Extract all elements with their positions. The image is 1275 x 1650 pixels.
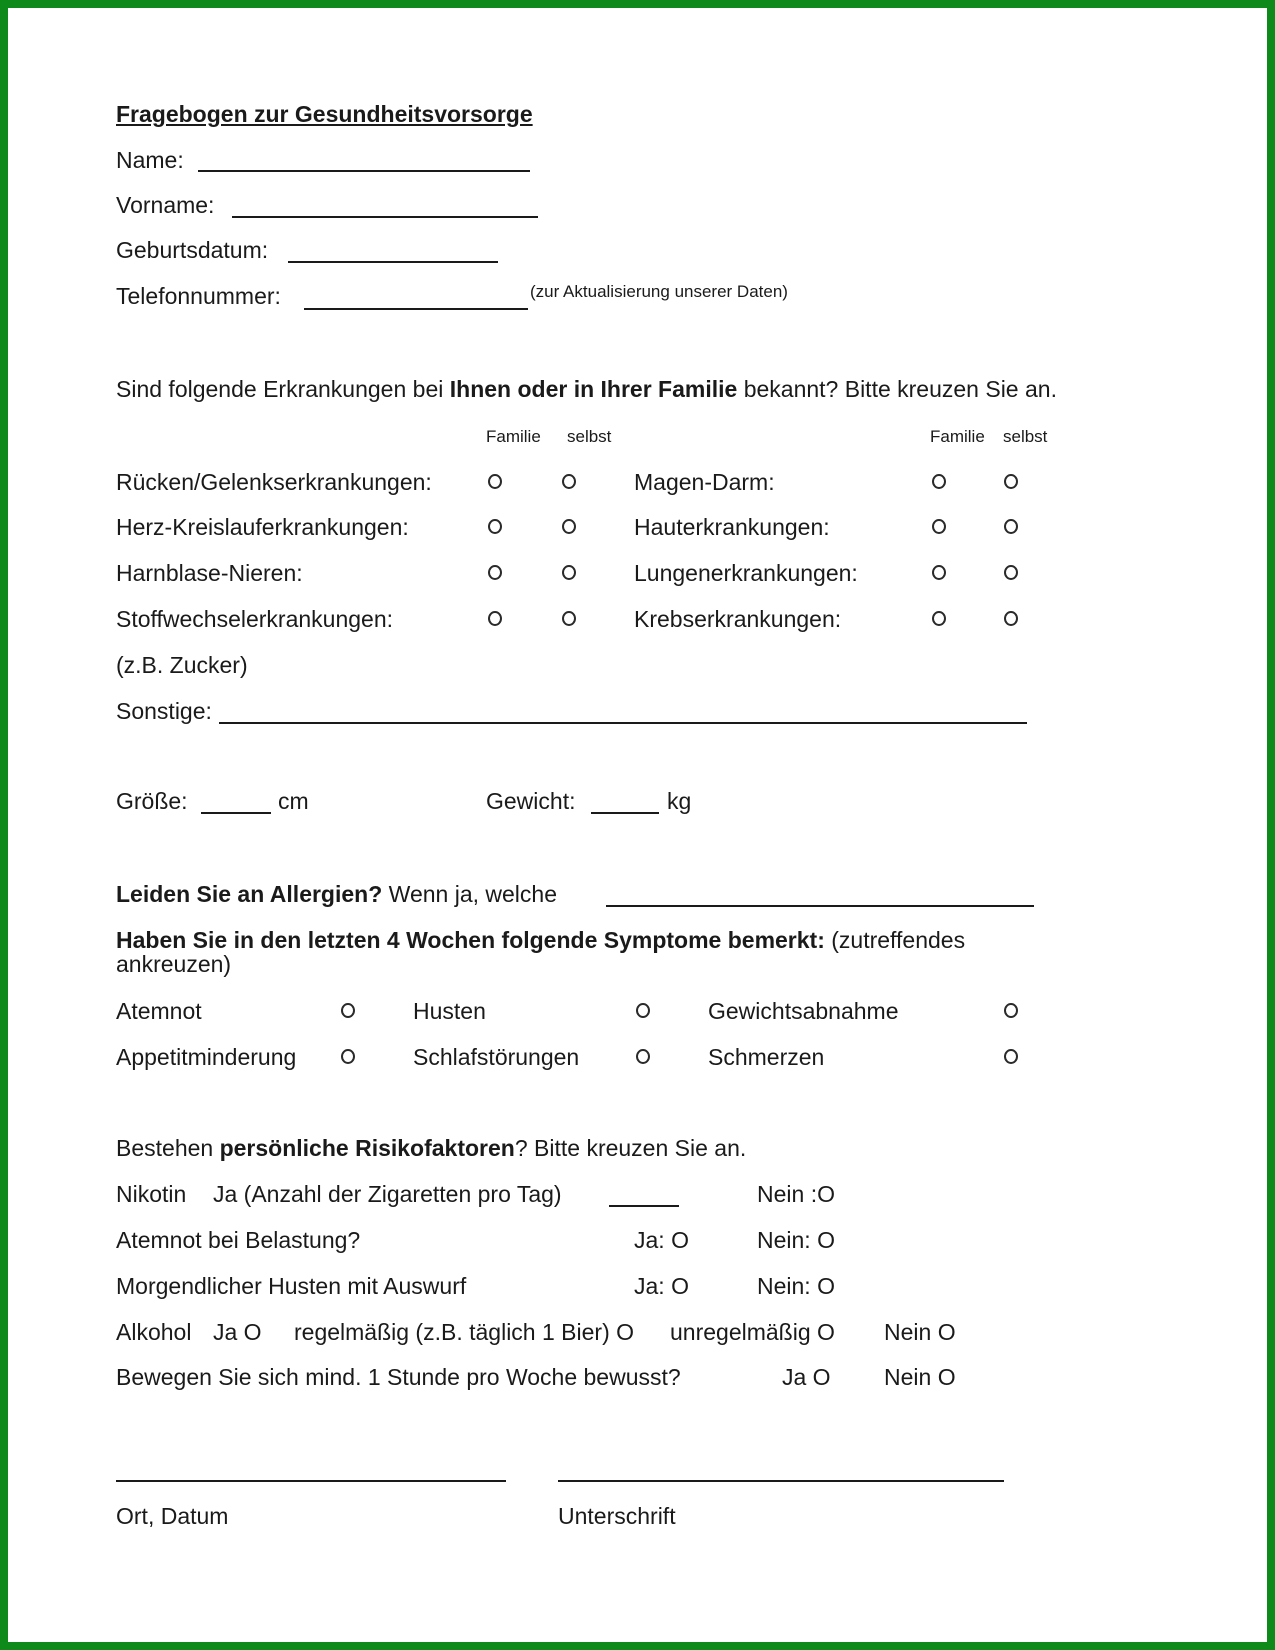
gewicht-label: Gewicht: xyxy=(486,788,576,814)
disease-haut-selbst-checkbox[interactable] xyxy=(1004,519,1018,534)
disease-ruecken-familie-checkbox[interactable] xyxy=(488,474,502,489)
disease-krebs-familie-checkbox[interactable] xyxy=(932,611,946,626)
alkohol-label: Alkohol xyxy=(116,1319,192,1345)
symptom-atemnot-checkbox[interactable] xyxy=(341,1003,355,1018)
disease-harnblase-familie-checkbox[interactable] xyxy=(488,565,502,580)
alkohol-ja-option[interactable]: Ja O xyxy=(213,1319,262,1345)
symptom-appetit-checkbox[interactable] xyxy=(341,1049,355,1064)
allergies-question-rest: Wenn ja, welche xyxy=(382,881,557,907)
telefon-note: (zur Aktualisierung unserer Daten) xyxy=(530,282,788,301)
risk-question-bold: persönliche Risikofaktoren xyxy=(219,1135,515,1161)
disease-magen-selbst-checkbox[interactable] xyxy=(1004,474,1018,489)
symptoms-question-bold: Haben Sie in den letzten 4 Wochen folgende Symptome bemerkt: xyxy=(116,927,825,953)
atemnot-ja-option[interactable]: Ja: O xyxy=(634,1227,689,1253)
disease-label-herz: Herz-Kreislauferkrankungen: xyxy=(116,514,409,540)
disease-harnblase-selbst-checkbox[interactable] xyxy=(562,565,576,580)
nikotin-label: Nikotin xyxy=(116,1181,187,1207)
disease-herz-selbst-checkbox[interactable] xyxy=(562,519,576,534)
bewegung-nein-option[interactable]: Nein O xyxy=(884,1364,956,1390)
zigaretten-field[interactable] xyxy=(609,1205,679,1207)
symptom-gewichtsabnahme-checkbox[interactable] xyxy=(1004,1003,1018,1018)
alkohol-unregelmaessig-option[interactable]: unregelmäßig O xyxy=(670,1319,835,1345)
nikotin-nein-option[interactable]: Nein :O xyxy=(757,1181,835,1207)
alkohol-nein-option[interactable]: Nein O xyxy=(884,1319,956,1345)
allergies-question xyxy=(116,880,557,908)
col-header-selbst-left: selbst xyxy=(567,427,612,446)
symptom-label-schlaf: Schlafstörungen xyxy=(413,1044,580,1070)
alkohol-regelmaessig-option[interactable]: regelmäßig (z.B. täglich 1 Bier) O xyxy=(294,1319,635,1345)
ort-datum-label: Ort, Datum xyxy=(116,1503,229,1529)
col-header-familie-right: Familie xyxy=(930,427,985,446)
disease-label-lunge: Lungenerkrankungen: xyxy=(634,560,858,586)
disease-label-haut: Hauterkrankungen: xyxy=(634,514,830,540)
gewicht-unit: kg xyxy=(667,788,692,814)
diseases-question-prefix: Sind folgende Erkrankungen bei xyxy=(116,376,450,402)
sonstige-label: Sonstige: xyxy=(116,698,212,724)
diseases-question-bold: Ihnen oder in Ihrer Familie xyxy=(449,376,738,402)
nikotin-ja-label: Ja (Anzahl der Zigaretten pro Tag) xyxy=(213,1181,562,1207)
symptom-label-atemnot: Atemnot xyxy=(116,998,202,1024)
disease-herz-familie-checkbox[interactable] xyxy=(488,519,502,534)
symptom-husten-checkbox[interactable] xyxy=(636,1003,650,1018)
atemnot-nein-option[interactable]: Nein: O xyxy=(757,1227,835,1253)
groesse-unit: cm xyxy=(278,788,309,814)
gewicht-field[interactable] xyxy=(591,812,659,814)
groesse-label: Größe: xyxy=(116,788,188,814)
geburtsdatum-label: Geburtsdatum: xyxy=(116,237,269,263)
bewegung-ja-option[interactable]: Ja O xyxy=(782,1364,831,1390)
vorname-label: Vorname: xyxy=(116,192,215,218)
col-header-familie-left: Familie xyxy=(486,427,541,446)
telefon-field[interactable] xyxy=(304,308,528,310)
symptom-schlaf-checkbox[interactable] xyxy=(636,1049,650,1064)
name-field[interactable] xyxy=(198,170,530,172)
disease-label-stoffwechsel: Stoffwechselerkrankungen: xyxy=(116,606,394,632)
risk-question xyxy=(116,1134,746,1162)
disease-krebs-selbst-checkbox[interactable] xyxy=(1004,611,1018,626)
disease-magen-familie-checkbox[interactable] xyxy=(932,474,946,489)
symptom-label-appetit: Appetitminderung xyxy=(116,1044,297,1070)
unterschrift-field[interactable] xyxy=(558,1480,1004,1482)
symptom-label-gewichtsabnahme: Gewichtsabnahme xyxy=(708,998,899,1024)
sonstige-field[interactable] xyxy=(219,722,1027,724)
vorname-field[interactable] xyxy=(232,216,538,218)
allergies-question-bold: Leiden Sie an Allergien? xyxy=(116,881,383,907)
symptom-label-husten: Husten xyxy=(413,998,486,1024)
unterschrift-label: Unterschrift xyxy=(558,1503,676,1529)
ort-datum-field[interactable] xyxy=(116,1480,506,1482)
groesse-field[interactable] xyxy=(201,812,271,814)
husten-ja-option[interactable]: Ja: O xyxy=(634,1273,689,1299)
disease-label-harnblase: Harnblase-Nieren: xyxy=(116,560,303,586)
disease-label-krebs: Krebserkrankungen: xyxy=(634,606,842,632)
atemnot-belastung-label: Atemnot bei Belastung? xyxy=(116,1227,361,1253)
disease-lunge-familie-checkbox[interactable] xyxy=(932,565,946,580)
disease-lunge-selbst-checkbox[interactable] xyxy=(1004,565,1018,580)
risk-question-suffix: ? Bitte kreuzen Sie an. xyxy=(514,1135,747,1161)
symptom-schmerzen-checkbox[interactable] xyxy=(1004,1049,1018,1064)
name-label: Name: xyxy=(116,147,184,173)
disease-stoffwechsel-familie-checkbox[interactable] xyxy=(488,611,502,626)
symptom-label-schmerzen: Schmerzen xyxy=(708,1044,825,1070)
form-title: Fragebogen zur Gesundheitsvorsorge xyxy=(116,101,533,127)
husten-auswurf-label: Morgendlicher Husten mit Auswurf xyxy=(116,1273,467,1299)
symptoms-question xyxy=(116,926,965,954)
disease-ruecken-selbst-checkbox[interactable] xyxy=(562,474,576,489)
symptoms-question-rest: (zutreffendes xyxy=(824,927,966,953)
symptoms-question-line2: ankreuzen) xyxy=(116,951,232,977)
husten-nein-option[interactable]: Nein: O xyxy=(757,1273,835,1299)
disease-haut-familie-checkbox[interactable] xyxy=(932,519,946,534)
disease-label-magen: Magen-Darm: xyxy=(634,469,775,495)
col-header-selbst-right: selbst xyxy=(1003,427,1048,446)
diseases-question-suffix: bekannt? Bitte kreuzen Sie an. xyxy=(737,376,1057,402)
allergies-field[interactable] xyxy=(606,905,1034,907)
geburtsdatum-field[interactable] xyxy=(288,261,498,263)
disease-label-ruecken: Rücken/Gelenkserkrankungen: xyxy=(116,469,432,495)
disease-stoffwechsel-selbst-checkbox[interactable] xyxy=(562,611,576,626)
telefon-label: Telefonnummer: xyxy=(116,283,281,309)
bewegung-label: Bewegen Sie sich mind. 1 Stunde pro Woche bewusst? xyxy=(116,1364,681,1390)
diseases-question xyxy=(116,375,1057,403)
stoffwechsel-note: (z.B. Zucker) xyxy=(116,652,248,678)
risk-question-prefix: Bestehen xyxy=(116,1135,220,1161)
